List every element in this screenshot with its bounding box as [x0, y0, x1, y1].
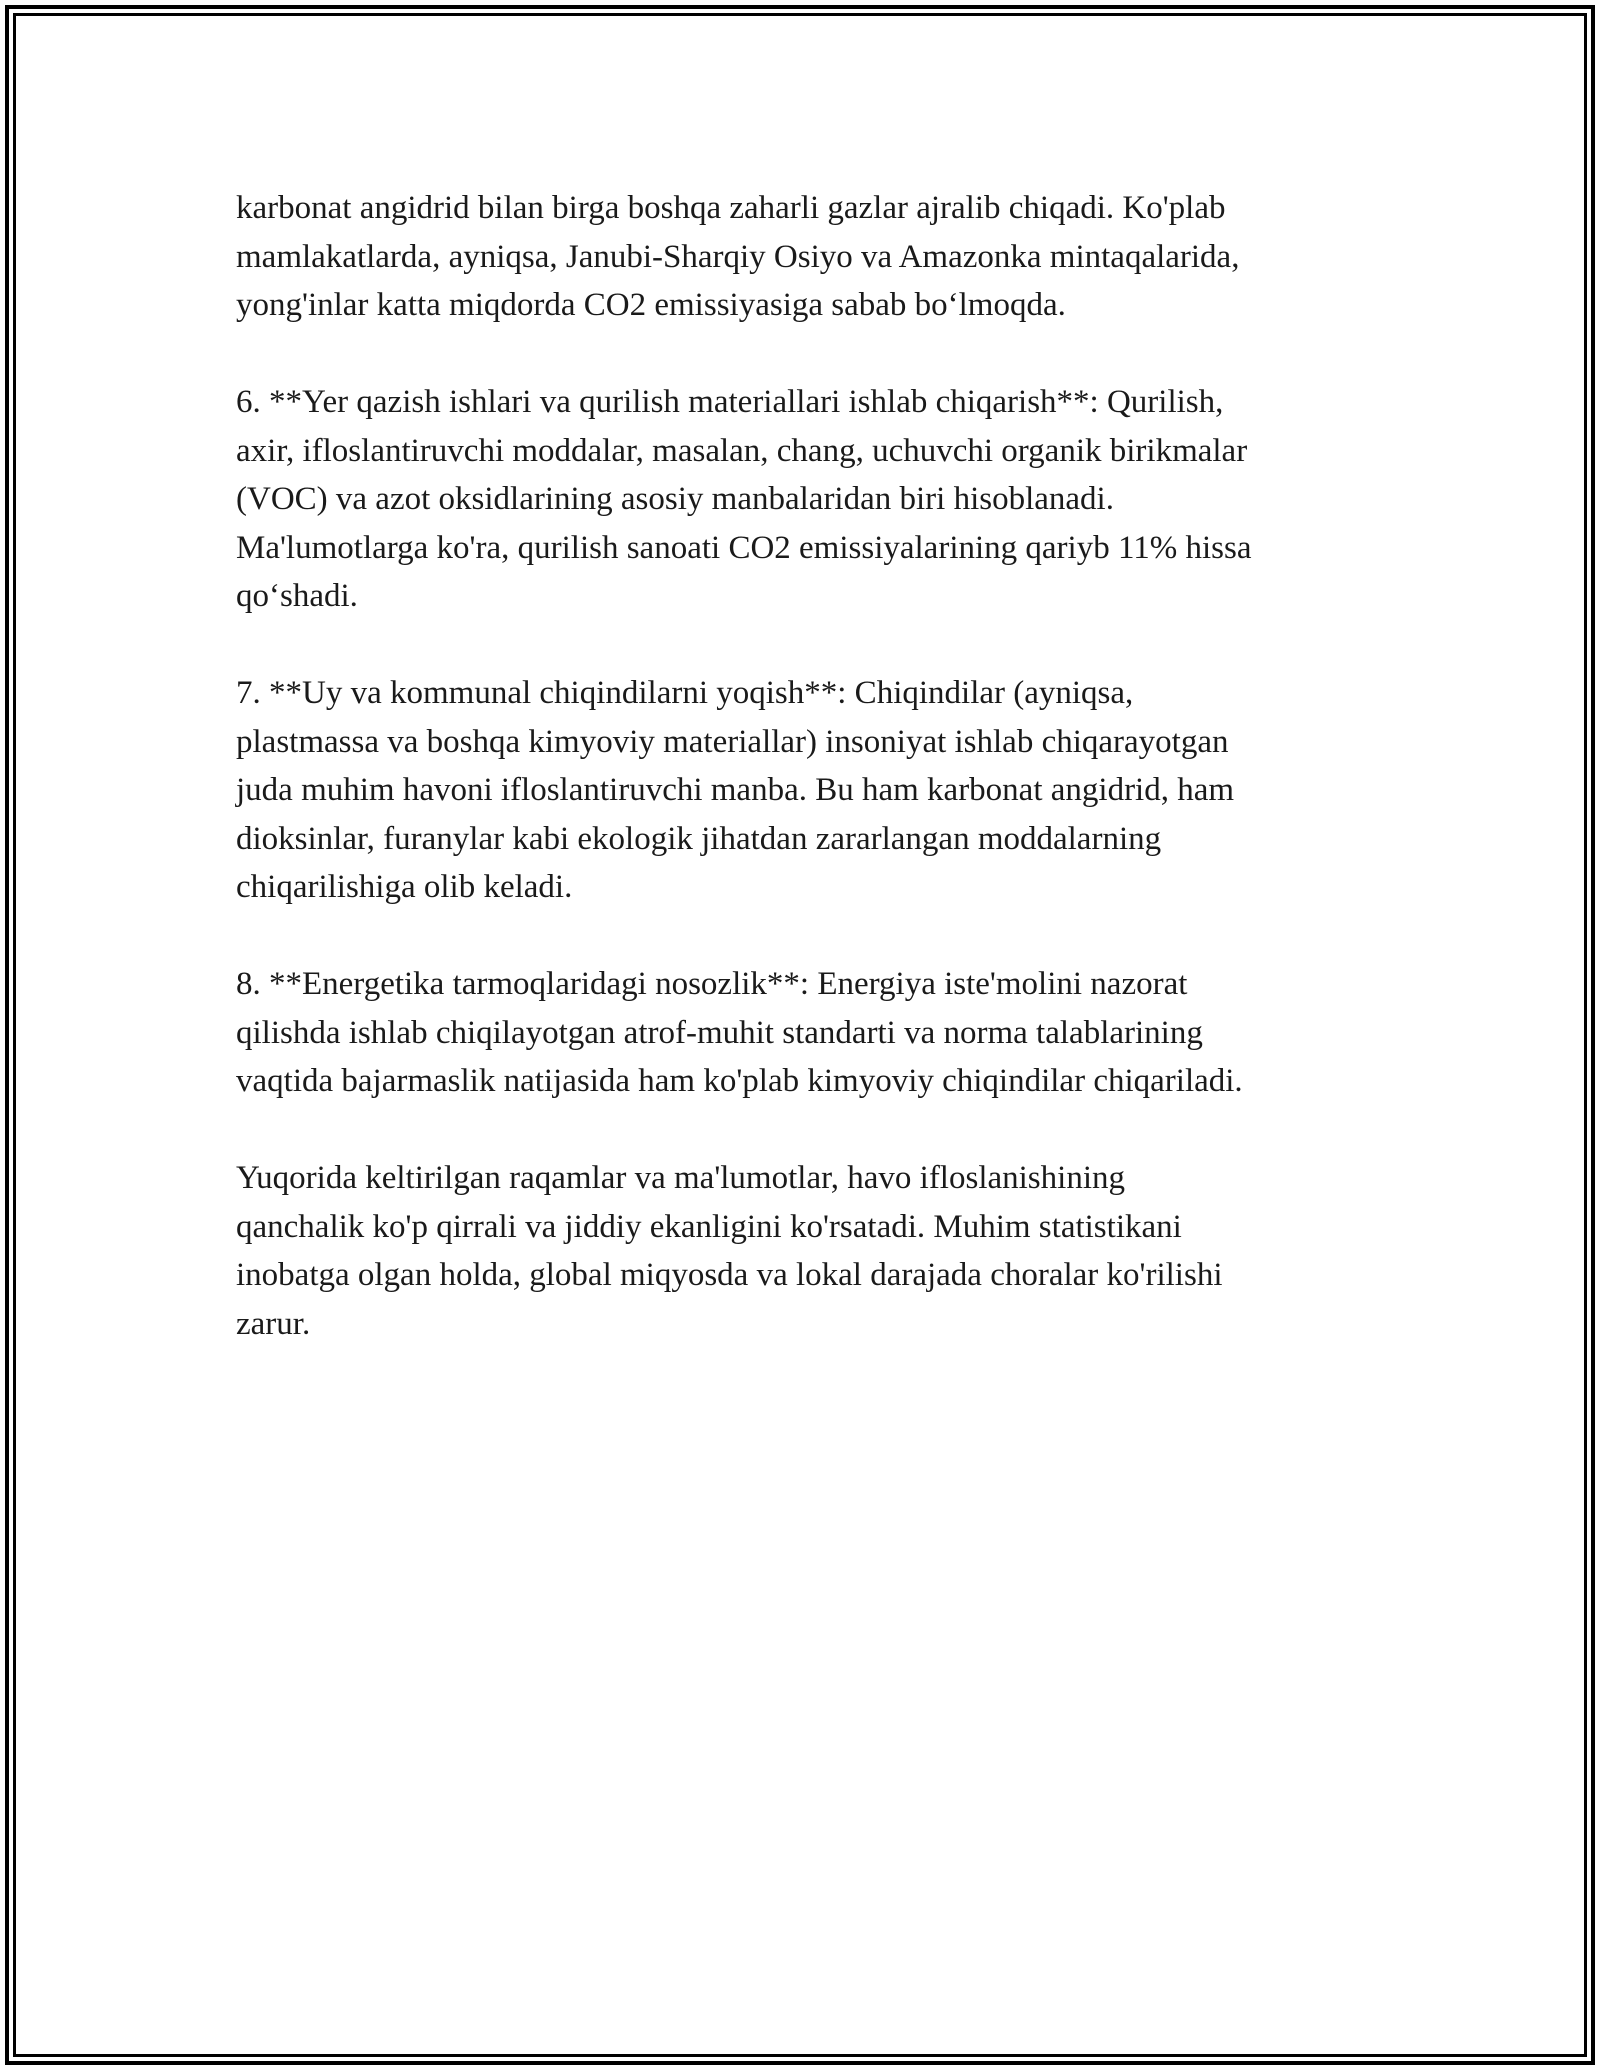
- paragraph-item-7-waste-burning: 7. **Uy va kommunal chiqindilarni yoqish**: Chiqindilar (ayniqsa, plastmassa va boshqa kimyoviy materiallar) insoniyat ishlab chiqarayotgan juda muhim havoni ifloslantiruvchi manba. Bu ham karbonat angidrid, ham dioksinlar, furanylar kabi ekologik jihatdan zararlangan moddalarning chiqarilishiga olib keladi.: [236, 675, 1235, 905]
- paragraph-conclusion: Yuqorida keltirilgan raqamlar va ma'lumotlar, havo ifloslanishining qanchalik ko'p qirrali va jiddiy ekanligini ko'rsatadi. Muhim statistikani inobatga olgan holda, global miqyosda va lokal darajada choralar ko'rilishi zarur.: [236, 1160, 1223, 1342]
- paragraph-item-8-energy: 8. **Energetika tarmoqlaridagi nosozlik**: Energiya iste'molini nazorat qilishda ishlab chiqilayotgan atrof-muhit standarti va norma talablarining vaqtida bajarmaslik natijasida ham ko'plab kimyoviy chiqindilar chiqariladi.: [236, 966, 1243, 1099]
- paragraph-item-6-construction: 6. **Yer qazish ishlari va qurilish materiallari ishlab chiqarish**: Qurilish, axir, ifloslantiruvchi moddalar, masalan, chang, uchuvchi organik birikmalar (VOC) va azot oksidlarining asosiy manbalaridan biri hisoblanadi. Ma'lumotlarga ko'ra, qurilish sanoati CO2 emissiyalarining qariyb 11% hissa qo‘shadi.: [236, 384, 1252, 614]
- paragraph-fires-continuation: karbonat angidrid bilan birga boshqa zaharli gazlar ajralib chiqadi. Ko'plab mamlakatlarda, ayniqsa, Janubi-Sharqiy Osiyo va Amazonka mintaqalarida, yong'inlar katta miqdorda CO2 emissiyasiga sabab bo‘lmoqda.: [236, 190, 1240, 323]
- document-body: [236, 184, 1386, 1348]
